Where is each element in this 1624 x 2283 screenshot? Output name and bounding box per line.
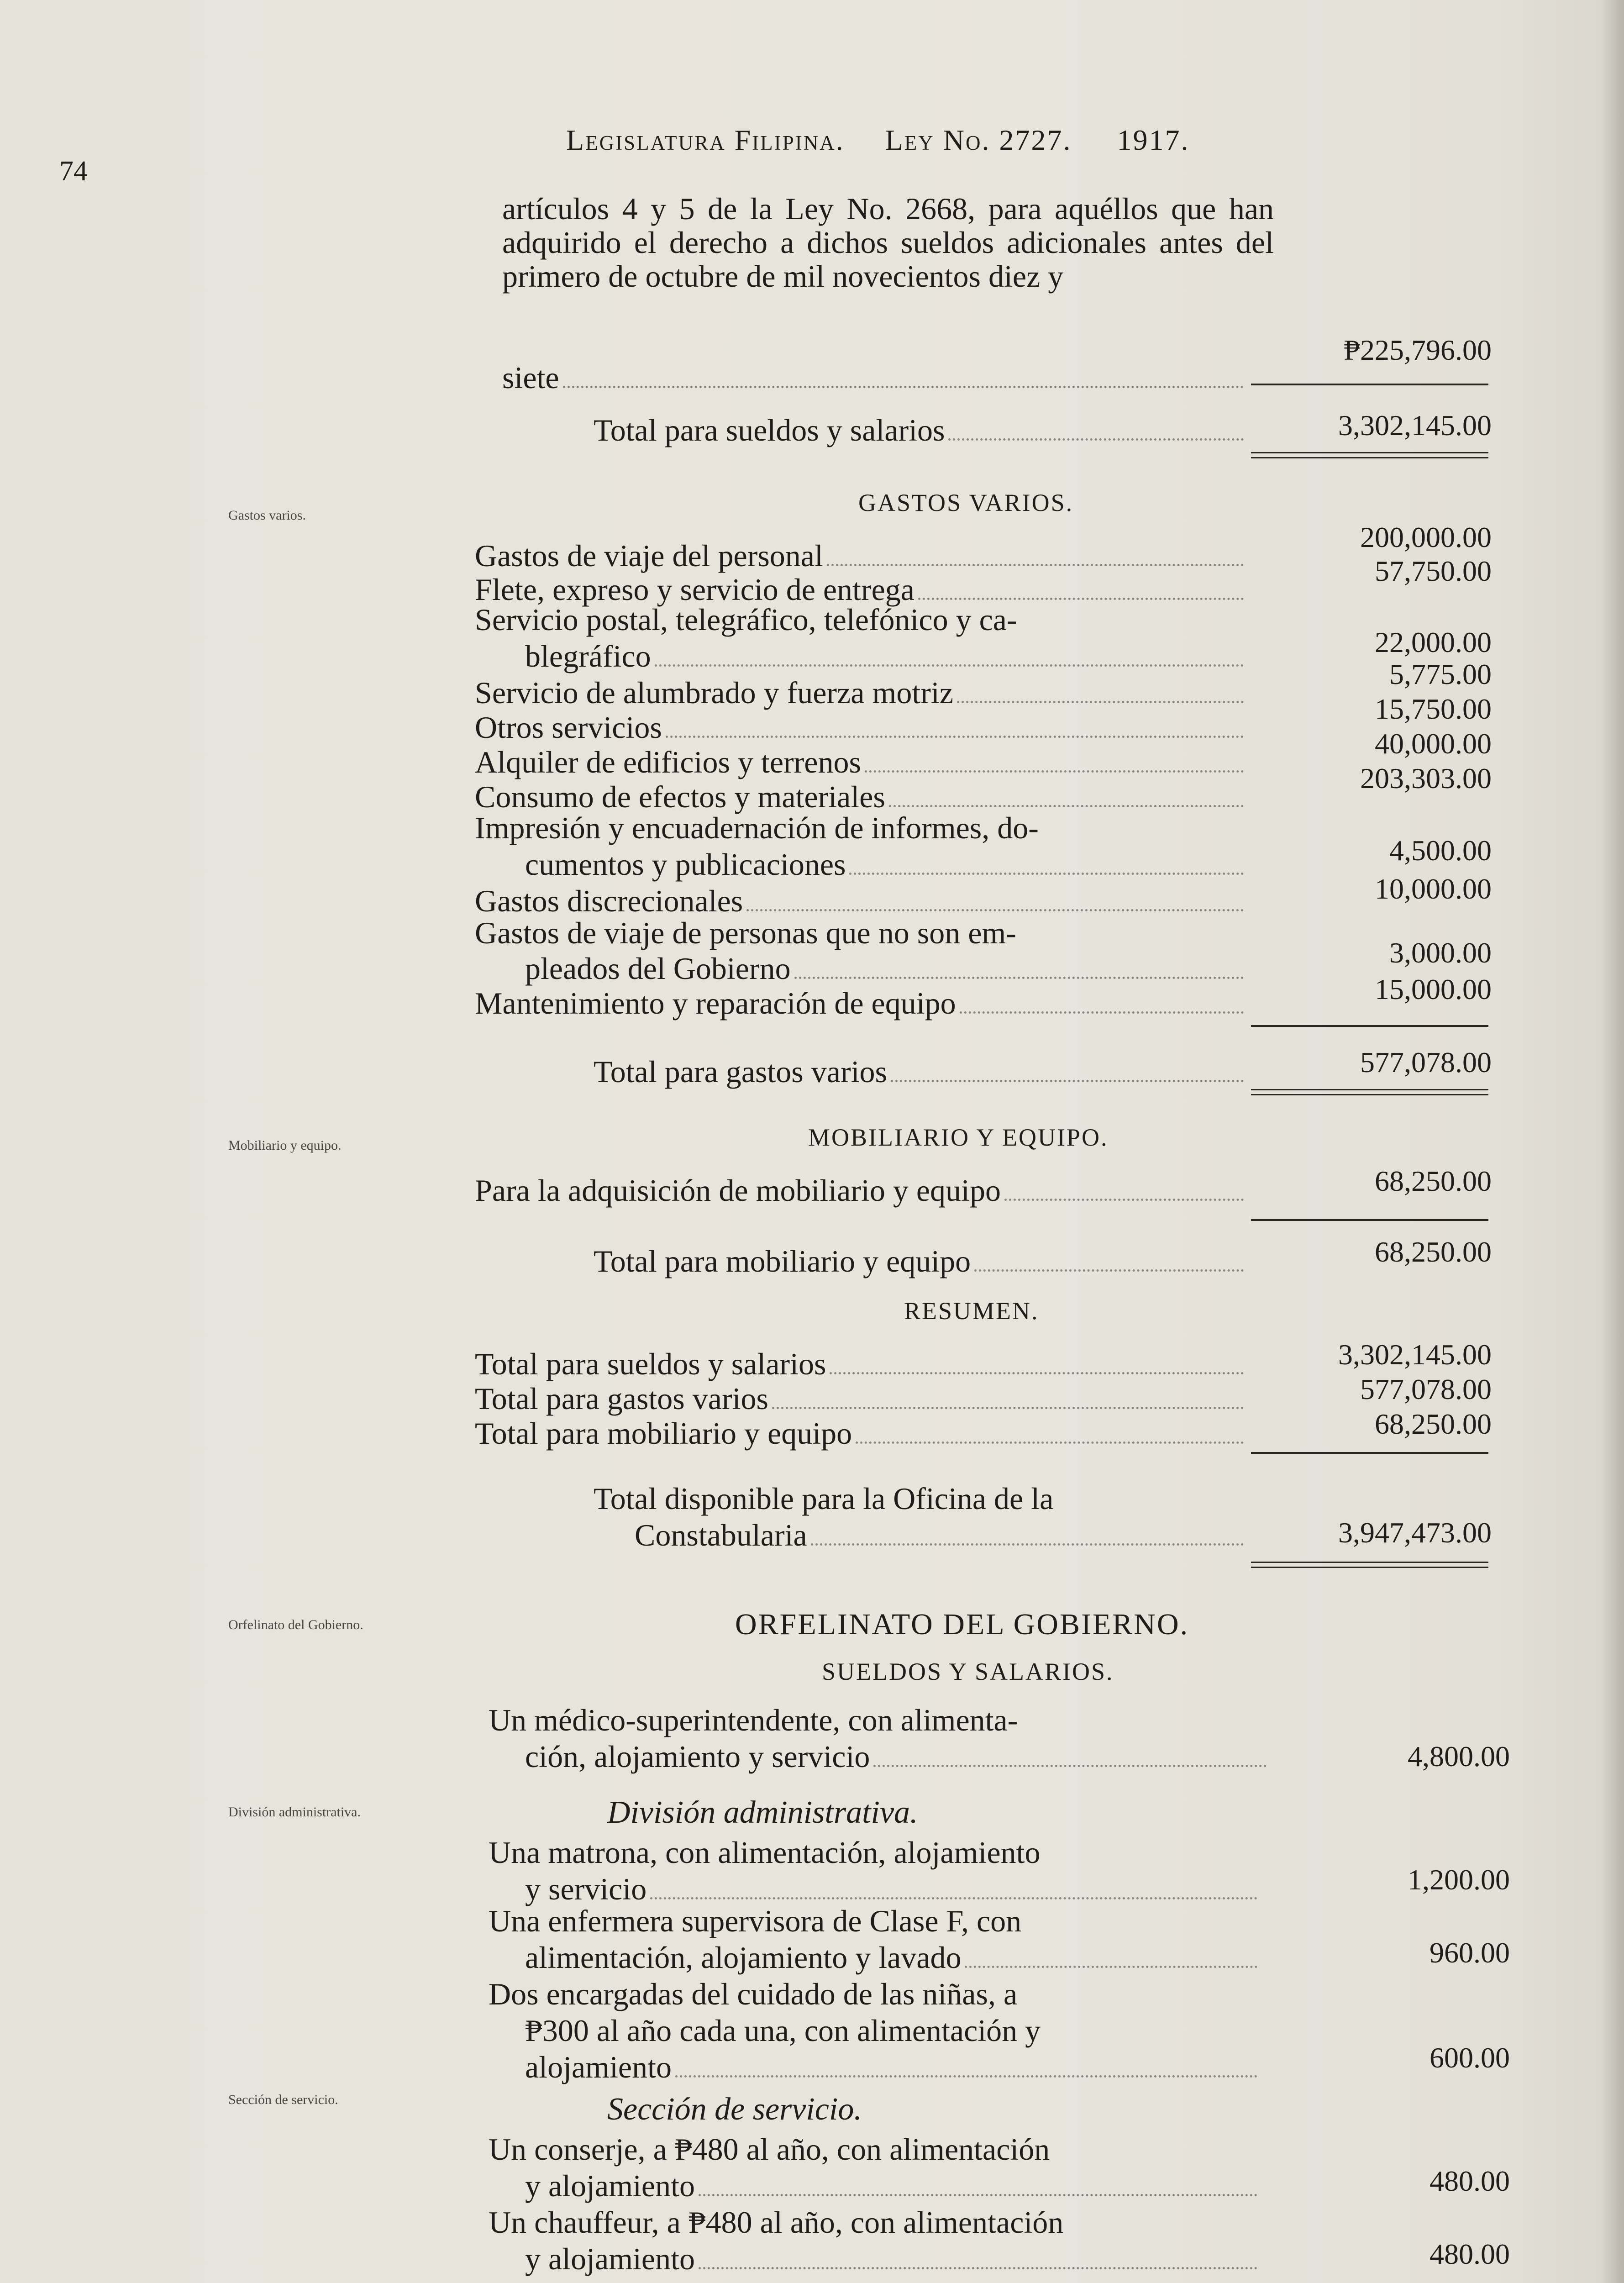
double-rule — [1251, 1562, 1488, 1568]
item-label: y servicio — [525, 1872, 647, 1906]
rule — [1251, 1452, 1488, 1454]
intro-paragraph: artículos 4 y 5 de la Ley No. 2668, para aquéllos que han adquirido el derecho a dichos sueldos adicionales antes del primero de octubre de mil novecientos diez y — [502, 191, 1274, 294]
list-item — [475, 986, 1246, 1021]
medico-line2 — [525, 1740, 1269, 1774]
conserje-amount: 480.00 — [1430, 2165, 1510, 2197]
sidenote-mobiliario: Mobiliario y equipo. — [228, 1138, 342, 1153]
item-label: Gastos de viaje del personal — [475, 538, 823, 573]
conserje-line2 — [525, 2169, 1260, 2204]
total-disponible-line2 — [635, 1518, 1246, 1553]
enfermera-amount: 960.00 — [1430, 1936, 1510, 1969]
list-item — [475, 676, 1246, 710]
leader-dots — [891, 1080, 1244, 1082]
rule — [1251, 384, 1488, 385]
total-sueldos-amount: 3,302,145.00 — [1338, 409, 1492, 442]
section-heading-gastos-varios: GASTOS VARIOS. — [858, 489, 1074, 516]
total-sueldos-line — [594, 413, 1246, 448]
total-sueldos-label: Total para sueldos y salarios — [594, 413, 945, 447]
item-label: Total para sueldos y salarios — [475, 1347, 826, 1381]
leader-dots — [794, 977, 1244, 979]
list-item — [475, 780, 1246, 815]
page-number: 74 — [59, 156, 88, 187]
item-amount: 203,303.00 — [1360, 762, 1492, 794]
total-gastos-varios-line — [594, 1055, 1246, 1089]
item-label: Otros servicios — [475, 710, 662, 745]
item-label: Consumo de efectos y materiales — [475, 779, 885, 814]
leader-dots — [666, 736, 1244, 738]
item-label: alimentación, alojamiento y lavado — [525, 1940, 962, 1975]
item-label: Total para gastos varios — [475, 1381, 768, 1416]
encargadas-line3 — [525, 2050, 1260, 2085]
mobiliario-item — [475, 1173, 1246, 1208]
list-item-continuation — [525, 639, 1246, 674]
item-label: y alojamiento — [525, 2168, 695, 2203]
item-amount: 40,000.00 — [1375, 727, 1492, 760]
leader-dots — [1004, 1199, 1244, 1201]
chauffeur-amount: 480.00 — [1430, 2238, 1510, 2270]
encargadas-amount: 600.00 — [1430, 2041, 1510, 2074]
list-item-continuation — [525, 847, 1246, 882]
intro-amount: ₱225,796.00 — [1344, 334, 1492, 366]
double-rule — [1251, 452, 1488, 458]
leader-dots — [965, 1966, 1257, 1968]
item-label: Flete, expreso y servicio de entrega — [475, 572, 914, 607]
sidenote-gastos-varios: Gastos varios. — [228, 508, 306, 523]
encargadas-line2 — [525, 2014, 1260, 2047]
chauffeur-line1 — [489, 2205, 1260, 2239]
leader-dots — [772, 1407, 1244, 1409]
item-label: Dos encargadas del cuidado de las niñas, a — [489, 1977, 1018, 2011]
mobiliario-item-amount: 68,250.00 — [1375, 1165, 1492, 1197]
section-heading-mobiliario: MOBILIARIO Y EQUIPO. — [808, 1124, 1109, 1151]
item-label: pleados del Gobierno — [525, 951, 791, 986]
item-amount: 4,500.00 — [1389, 834, 1492, 867]
total-mobiliario-amount: 68,250.00 — [1375, 1236, 1492, 1268]
header-center: Ley No. 2727. — [885, 124, 1072, 156]
chauffeur-line2 — [525, 2242, 1260, 2277]
leader-dots — [827, 564, 1244, 566]
item-label: Una enfermera supervisora de Clase F, con — [489, 1904, 1022, 1938]
medico-amount: 4,800.00 — [1408, 1740, 1510, 1773]
leader-dots — [948, 438, 1244, 441]
leader-dots — [957, 701, 1244, 703]
item-label: Alquiler de edificios y terrenos — [475, 745, 861, 779]
list-item — [475, 884, 1246, 919]
total-label: Total para mobiliario y equipo — [594, 1244, 971, 1278]
total-disponible-amount: 3,947,473.00 — [1338, 1516, 1492, 1549]
rule — [1251, 1025, 1488, 1027]
list-item — [475, 1382, 1246, 1416]
item-amount: 3,000.00 — [1389, 936, 1492, 969]
subheading-servicio: Sección de servicio. — [607, 2092, 862, 2127]
list-item-continuation — [525, 952, 1246, 986]
medico-line1 — [489, 1703, 1260, 1737]
list-item — [475, 745, 1246, 780]
leader-dots — [699, 2267, 1257, 2269]
enfermera-line1 — [489, 1904, 1260, 1938]
item-label: ₱300 al año cada una, con alimentación y — [525, 2013, 1041, 2048]
section-heading-resumen: RESUMEN. — [904, 1297, 1039, 1325]
section-heading-orfelinato: ORFELINATO DEL GOBIERNO. — [735, 1608, 1189, 1641]
sidenote-division: División administrativa. — [228, 1804, 361, 1820]
list-item — [475, 1416, 1246, 1451]
item-label: Un conserje, a ₱480 al año, con alimentación — [489, 2132, 1050, 2167]
header-year: 1917. — [1117, 124, 1190, 156]
leader-dots — [830, 1372, 1244, 1374]
leader-dots — [918, 598, 1244, 600]
page-edge-shadow — [1601, 0, 1624, 2283]
item-label: ción, alojamiento y servicio — [525, 1739, 870, 1774]
subheading-division: División administrativa. — [607, 1795, 918, 1830]
item-label: Total para mobiliario y equipo — [475, 1416, 852, 1451]
total-mobiliario-line — [594, 1244, 1246, 1279]
item-amount: 200,000.00 — [1360, 521, 1492, 553]
encargadas-line1 — [489, 1977, 1260, 2011]
total-disponible-line1 — [594, 1482, 1246, 1515]
conserje-line1 — [489, 2132, 1260, 2166]
item-label: Gastos discrecionales — [475, 884, 743, 918]
leader-dots — [675, 2075, 1257, 2078]
item-amount: 15,000.00 — [1375, 973, 1492, 1005]
total-label: Total para gastos varios — [594, 1054, 887, 1089]
item-amount: 577,078.00 — [1360, 1373, 1492, 1405]
leader-dots — [746, 909, 1244, 911]
list-item — [475, 916, 1246, 950]
item-label: y alojamiento — [525, 2241, 695, 2276]
item-label: Una matrona, con alimentación, alojamiento — [489, 1835, 1041, 1870]
list-item — [475, 811, 1246, 845]
item-label: Un chauffeur, a ₱480 al año, con alimentación — [489, 2205, 1064, 2240]
item-label: Servicio postal, telegráfico, telefónico y ca- — [475, 602, 1017, 637]
item-label: cumentos y publicaciones — [525, 847, 846, 882]
leader-dots — [563, 386, 1244, 388]
item-amount: 5,775.00 — [1389, 658, 1492, 690]
leader-dots — [873, 1765, 1267, 1767]
leader-dots — [974, 1269, 1244, 1272]
header-left: Legislatura Filipina. — [566, 124, 845, 156]
item-label: Para la adquisición de mobiliario y equipo — [475, 1173, 1001, 1208]
leader-dots — [699, 2194, 1257, 2196]
total-label: Total disponible para la Oficina de la — [594, 1481, 1054, 1516]
item-label: Impresión y encuadernación de informes, do- — [475, 810, 1039, 845]
leader-dots — [865, 770, 1244, 773]
leader-dots — [856, 1441, 1244, 1444]
matrona-line1 — [489, 1836, 1260, 1869]
item-label: Mantenimiento y reparación de equipo — [475, 986, 956, 1021]
item-amount: 15,750.00 — [1375, 693, 1492, 725]
list-item — [475, 539, 1246, 573]
subheading-sueldos: SUELDOS Y SALARIOS. — [822, 1658, 1114, 1685]
running-header — [566, 123, 1189, 157]
intro-last-line — [502, 361, 1246, 395]
total-gastos-varios-amount: 577,078.00 — [1360, 1046, 1492, 1078]
item-label: alojamiento — [525, 2050, 672, 2084]
leader-dots — [655, 664, 1244, 667]
list-item — [475, 710, 1246, 745]
sidenote-servicio: Sección de servicio. — [228, 2092, 338, 2107]
leader-dots — [960, 1011, 1244, 1014]
matrona-amount: 1,200.00 — [1408, 1863, 1510, 1896]
list-item — [475, 1347, 1246, 1382]
item-label: Un médico-superintendente, con alimenta- — [489, 1703, 1018, 1737]
leader-dots — [811, 1543, 1244, 1546]
double-rule — [1251, 1089, 1488, 1095]
intro-last-word: siete — [502, 360, 559, 395]
total-label: Constabularia — [635, 1518, 807, 1552]
sidenote-orfelinato: Orfelinato del Gobierno. — [228, 1617, 363, 1632]
matrona-line2 — [525, 1872, 1260, 1907]
item-amount: 10,000.00 — [1375, 873, 1492, 905]
item-label: Servicio de alumbrado y fuerza motriz — [475, 675, 953, 710]
list-item — [475, 603, 1246, 637]
item-amount: 22,000.00 — [1375, 626, 1492, 658]
item-amount: 57,750.00 — [1375, 555, 1492, 587]
rule — [1251, 1219, 1488, 1221]
enfermera-line2 — [525, 1941, 1260, 1975]
leader-dots — [889, 805, 1244, 807]
item-label: blegráfico — [525, 639, 651, 673]
item-amount: 68,250.00 — [1375, 1408, 1492, 1440]
leader-dots — [849, 873, 1244, 875]
item-amount: 3,302,145.00 — [1338, 1338, 1492, 1371]
item-label: Gastos de viaje de personas que no son em- — [475, 915, 1016, 950]
leader-dots — [650, 1897, 1257, 1899]
